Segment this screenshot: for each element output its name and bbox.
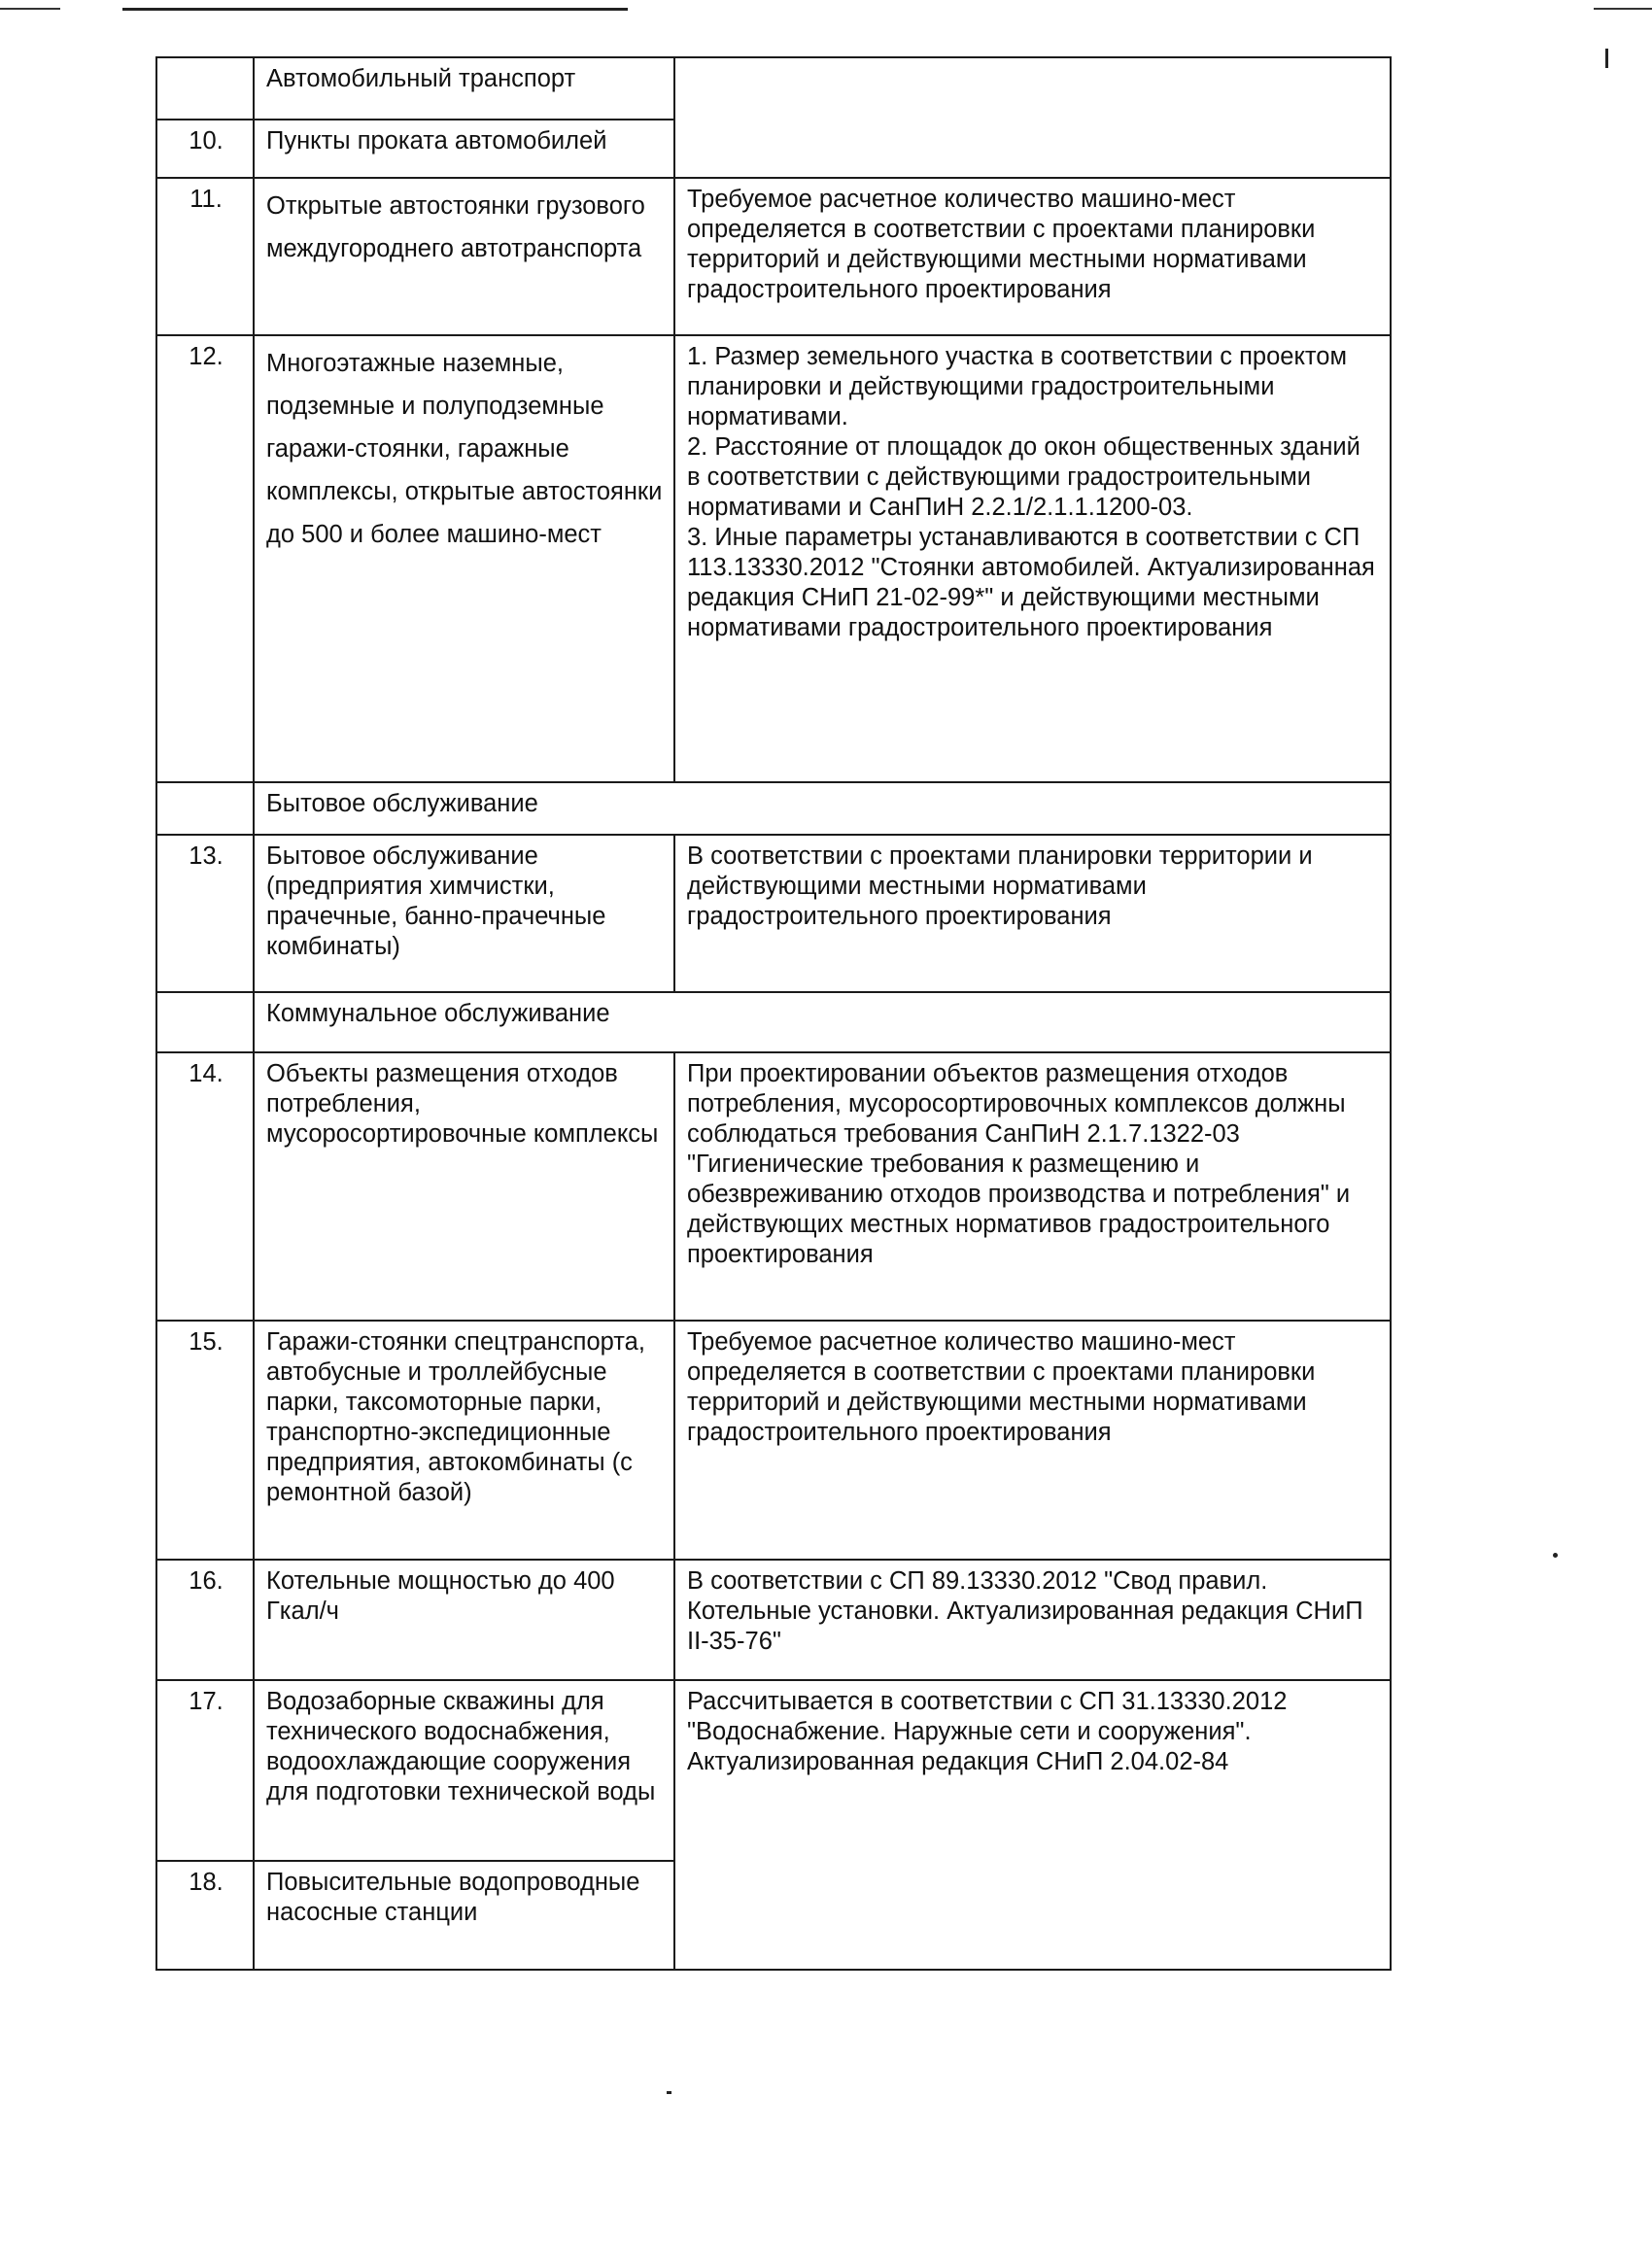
- requirements-text: В соответствии с проектами планировки территории и действующими местными нормативами градостроительного проектирования: [674, 835, 1391, 992]
- object-name: Повысительные водопроводные насосные станции: [254, 1861, 674, 1970]
- requirements-text: Требуемое расчетное количество машино-мест определяется в соответствии с проектами планировки территорий и действующими местными нормативами градостроительного проектирования: [674, 1321, 1391, 1560]
- regulations-table: [155, 56, 1392, 1971]
- number-cell: [156, 57, 254, 120]
- requirements-text: В соответствии с СП 89.13330.2012 "Свод правил. Котельные установки. Актуализированная редакция СНиП II-35-76": [674, 1560, 1391, 1680]
- object-name: Многоэтажные наземные, подземные и полуподземные гаражи-стоянки, гаражные комплексы, открытые автостоянки до 500 и более машино-мест: [254, 335, 674, 782]
- table-row: [156, 835, 1391, 992]
- row-number: 17.: [156, 1680, 254, 1861]
- object-name: Открытые автостоянки грузового междугороднего автотранспорта: [254, 178, 674, 335]
- table-row: [156, 992, 1391, 1052]
- object-name: Объекты размещения отходов потребления, мусоросортировочные комплексы: [254, 1052, 674, 1321]
- object-name: Пункты проката автомобилей: [254, 120, 674, 178]
- row-number: 13.: [156, 835, 254, 992]
- table-row: [156, 1321, 1391, 1560]
- table-row: [156, 57, 1391, 120]
- requirements-text: Рассчитывается в соответствии с СП 31.13330.2012 "Водоснабжение. Наружные сети и сооружения". Актуализированная редакция СНиП 2.04.02-84: [674, 1680, 1391, 1970]
- object-name: Котельные мощностью до 400 Гкал/ч: [254, 1560, 674, 1680]
- object-name: Водозаборные скважины для технического водоснабжения, водоохлаждающие сооружения для подготовки технической воды: [254, 1680, 674, 1861]
- row-number: 12.: [156, 335, 254, 782]
- table-row: [156, 178, 1391, 335]
- row-number: 16.: [156, 1560, 254, 1680]
- number-cell: [156, 992, 254, 1052]
- requirements-text: Требуемое расчетное количество машино-мест определяется в соответствии с проектами планировки территорий и действующими местными нормативами градостроительного проектирования: [674, 178, 1391, 335]
- scan-mark: [1605, 49, 1608, 68]
- object-name: Гаражи-стоянки спецтранспорта, автобусные и троллейбусные парки, таксомоторные парки, транспортно-экспедиционные предприятия, автокомбинаты (с ремонтной базой): [254, 1321, 674, 1560]
- row-number: 18.: [156, 1861, 254, 1970]
- section-heading: Коммунальное обслуживание: [254, 992, 1391, 1052]
- section-heading: Бытовое обслуживание: [254, 782, 1391, 835]
- requirements-text: 1. Размер земельного участка в соответствии с проектом планировки и действующими градостроительными нормативами. 2. Расстояние от площадок до окон общественных зданий в соответствии с действующими градостроительными нормативами и СанПиН 2.2.1/2.1.1.1200-03. 3. Иные параметры устанавливаются в соответствии с СП 113.13330.2012 "Стоянки автомобилей. Актуализированная редакция СНиП 21-02-99*" и действующими местными нормативами градостроительного проектирования: [674, 335, 1391, 782]
- row-number: 10.: [156, 120, 254, 178]
- table-row: [156, 782, 1391, 835]
- number-cell: [156, 782, 254, 835]
- scan-mark: [1553, 1553, 1558, 1558]
- requirements-text: При проектировании объектов размещения отходов потребления, мусоросортировочных комплексов должны соблюдаться требования СанПиН 2.1.7.1322-03 "Гигиенические требования к размещению и обезвреживанию отходов производства и потребления" и действующих местных нормативов градостроительного проектирования: [674, 1052, 1391, 1321]
- scan-edge-line-right: [1594, 8, 1652, 10]
- row-number: 11.: [156, 178, 254, 335]
- top-rule: [122, 8, 628, 11]
- scan-edge-line-left: [0, 8, 60, 10]
- table-row: [156, 1680, 1391, 1861]
- row-number: 15.: [156, 1321, 254, 1560]
- scan-mark: [667, 2091, 671, 2094]
- row-number: 14.: [156, 1052, 254, 1321]
- table-row: [156, 1052, 1391, 1321]
- requirements-cell: [674, 57, 1391, 178]
- section-heading: Автомобильный транспорт: [254, 57, 674, 120]
- object-name: Бытовое обслуживание (предприятия химчистки, прачечные, банно-прачечные комбинаты): [254, 835, 674, 992]
- table-row: [156, 1560, 1391, 1680]
- table-row: [156, 335, 1391, 782]
